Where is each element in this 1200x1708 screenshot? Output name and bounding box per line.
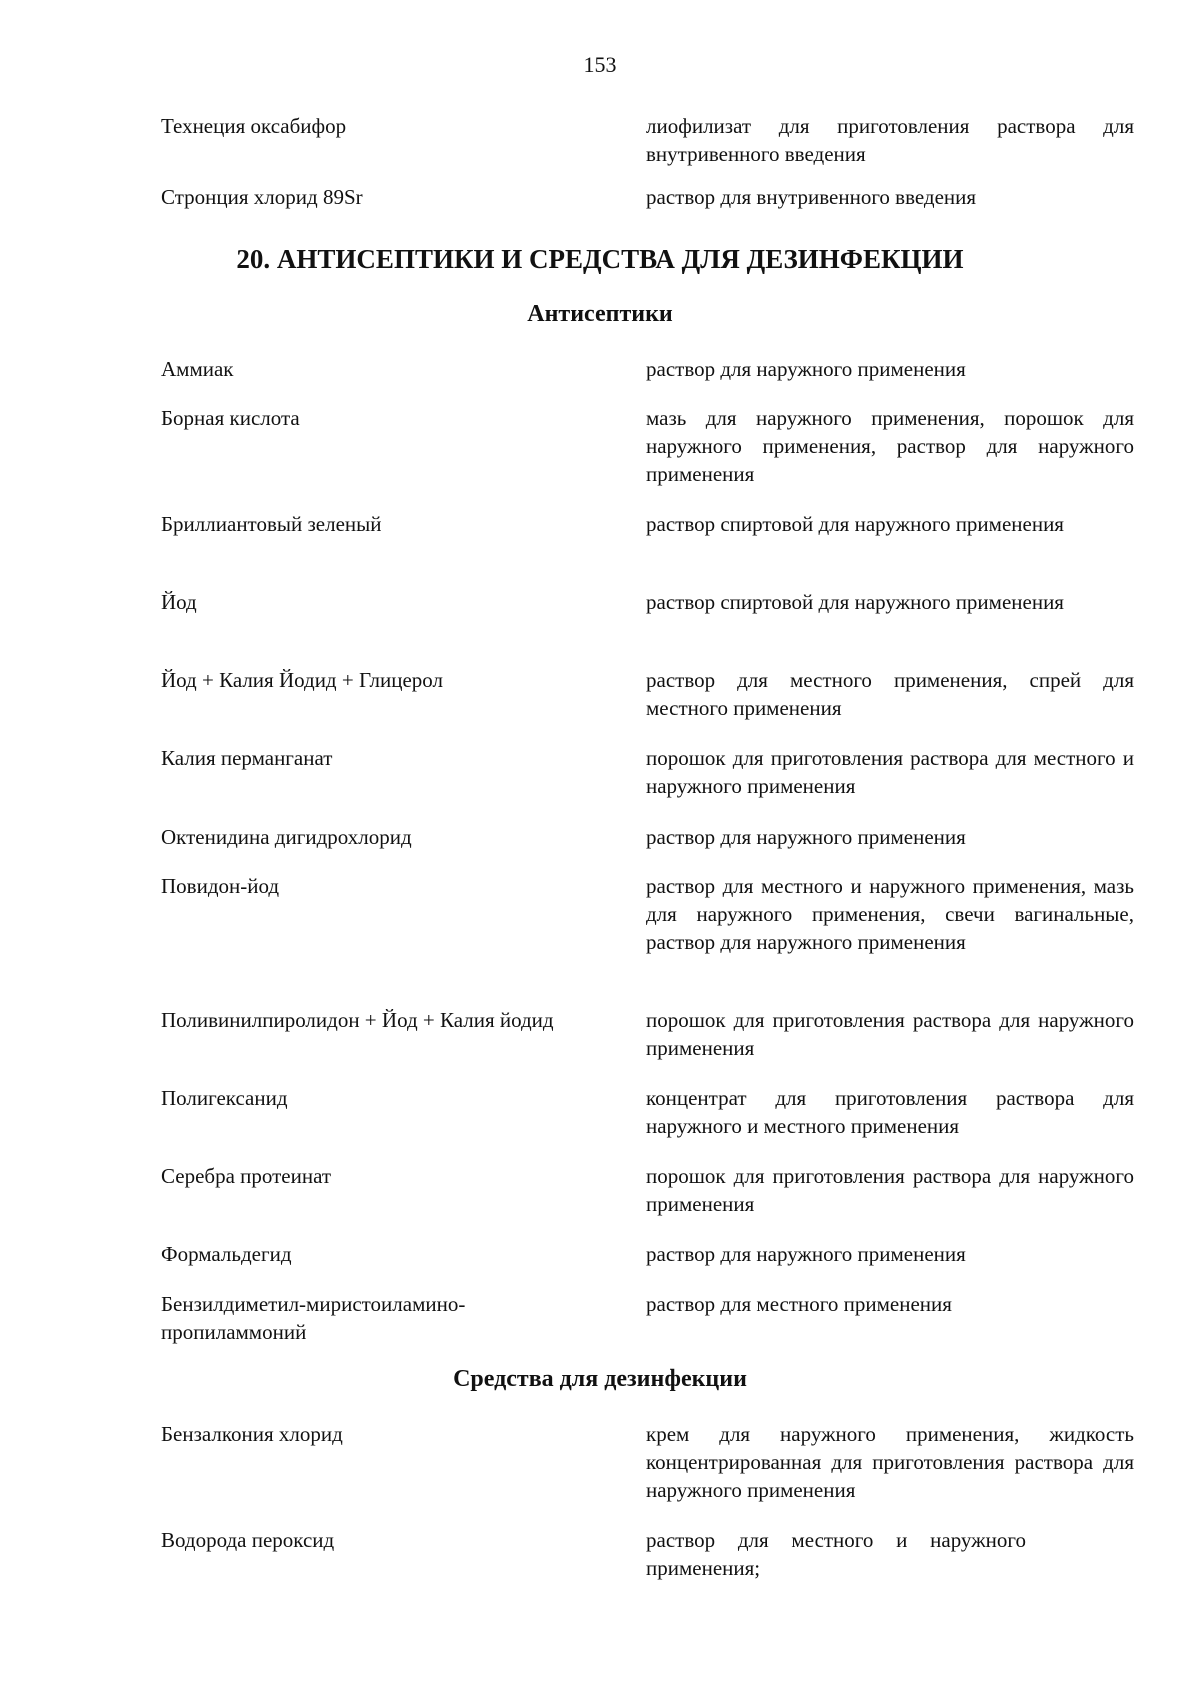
subsection-title-antiseptics: Антисептики <box>527 301 673 327</box>
drug-name: Октенидина дигидрохлорид <box>161 825 412 849</box>
drug-name: Бриллиантовый зеленый <box>161 512 382 536</box>
drug-form: раствор спиртовой для наружного применения <box>646 590 1064 614</box>
drug-name: Бензилдиметил-миристоиламино-пропиламмоний <box>161 1292 466 1344</box>
drug-name: Полигексанид <box>161 1086 288 1110</box>
page-number: 153 <box>583 52 617 77</box>
drug-name: Повидон-йод <box>161 874 280 898</box>
drug-name: Поливинилпиролидон + Йод + Калия йодид <box>161 1008 554 1032</box>
drug-form: крем для наружного применения, жидкость концентрированная для приготовления раствора для наружного применения <box>646 1422 1134 1502</box>
drug-form: раствор для местного и наружного применения; <box>646 1528 1026 1580</box>
drug-form: раствор для местного применения, спрей для местного применения <box>646 668 1134 720</box>
drug-form: раствор для местного применения <box>646 1292 952 1316</box>
drug-name: Стронция хлорид 89Sr <box>161 185 363 209</box>
drug-name: Серебра протеинат <box>161 1164 332 1188</box>
drug-form: мазь для наружного применения, порошок для наружного применения, раствор для наружного применения <box>646 406 1134 486</box>
drug-form: раствор для наружного применения <box>646 1242 966 1266</box>
drug-form: порошок для приготовления раствора для наружного применения <box>646 1008 1134 1060</box>
drug-form: концентрат для приготовления раствора для наружного и местного применения <box>646 1086 1134 1138</box>
drug-name: Технеция оксабифор <box>161 114 347 138</box>
section-title: 20. АНТИСЕПТИКИ И СРЕДСТВА ДЛЯ ДЕЗИНФЕКЦИИ <box>236 244 964 274</box>
drug-name: Аммиак <box>161 357 234 381</box>
drug-form: лиофилизат для приготовления раствора для внутривенного введения <box>646 114 1134 166</box>
drug-form: порошок для приготовления раствора для наружного применения <box>646 1164 1134 1216</box>
drug-form: раствор для наружного применения <box>646 357 966 381</box>
drug-name: Йод <box>161 590 197 614</box>
drug-form: раствор для местного и наружного применения, мазь для наружного применения, свечи вагинальные, раствор для наружного применения <box>646 874 1134 954</box>
drug-name: Водорода пероксид <box>161 1528 335 1552</box>
drug-name: Бензалкония хлорид <box>161 1422 343 1446</box>
drug-name: Борная кислота <box>161 406 300 430</box>
drug-name: Йод + Калия Йодид + Глицерол <box>161 668 444 692</box>
subsection-title-disinfection: Средства для дезинфекции <box>453 1366 747 1392</box>
drug-form: порошок для приготовления раствора для местного и наружного применения <box>646 746 1134 798</box>
drug-name: Формальдегид <box>161 1242 292 1266</box>
drug-name: Калия перманганат <box>161 746 333 770</box>
drug-form: раствор для внутривенного введения <box>646 185 977 209</box>
drug-form: раствор спиртовой для наружного применения <box>646 512 1064 536</box>
drug-form: раствор для наружного применения <box>646 825 966 849</box>
